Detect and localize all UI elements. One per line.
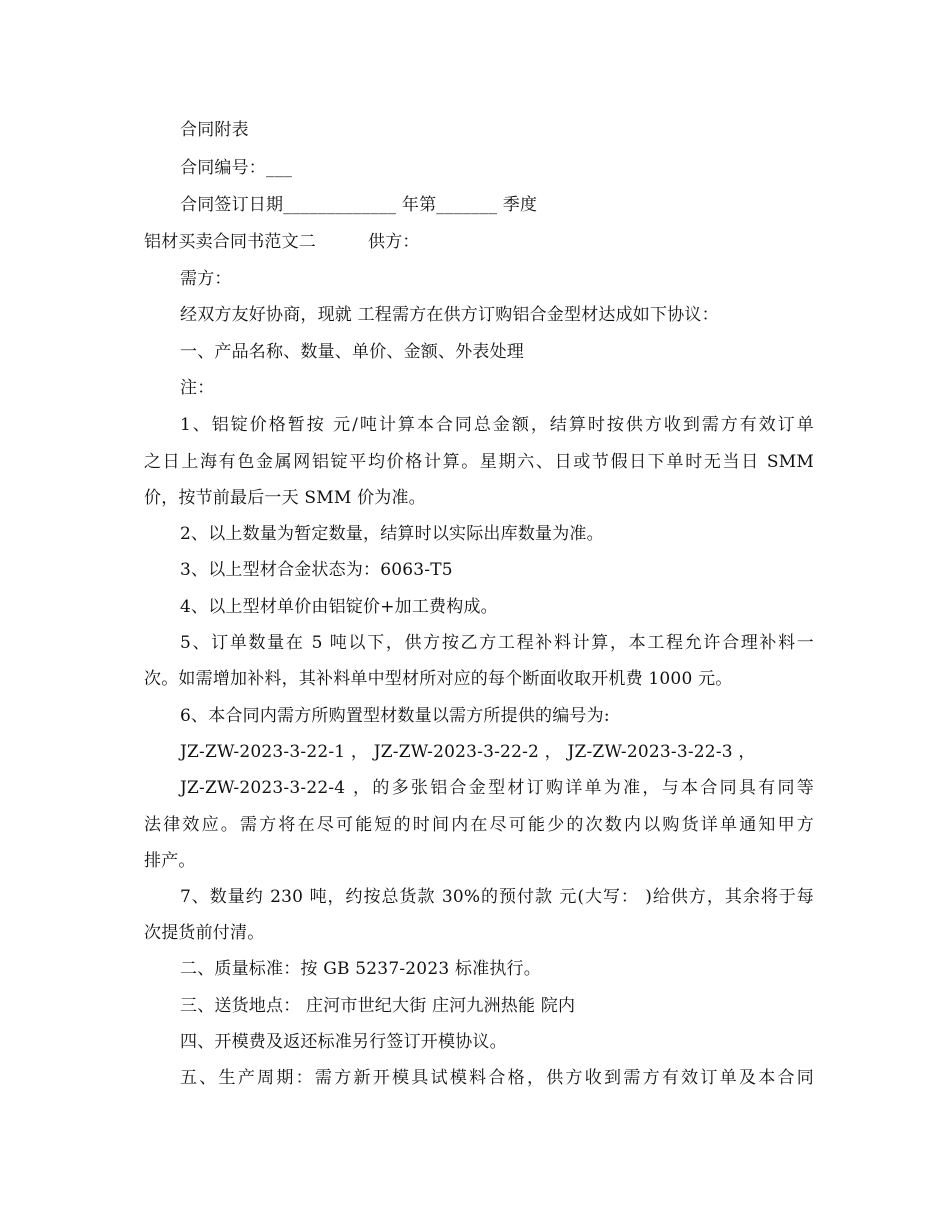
item-1-line-3: 价，按节前最后一天 SMM 价为准。 bbox=[144, 488, 426, 508]
item-6-line-5: 排产。 bbox=[144, 851, 196, 871]
note-label: 注： bbox=[180, 378, 215, 398]
item-6-order-numbers: JZ-ZW-2023-3-22-1 ， JZ-ZW-2023-3-22-2 ， JZ-ZW-2023-3-22-3 ， bbox=[180, 742, 756, 762]
item-6-line-4: 法律效应。需方将在尽可能短的时间内在尽可能少的次数内以购货详单通知甲方 bbox=[144, 815, 814, 835]
section-2-quality: 二、质量标准：按 GB 5237-2023 标准执行。 bbox=[180, 959, 541, 979]
section-3-delivery: 三、送货地点： 庄河市世纪大街 庄河九洲热能 院内 bbox=[180, 996, 576, 1016]
section-4-mold-fee: 四、开模费及返还标准另行签订开模协议。 bbox=[180, 1032, 507, 1052]
item-7-line-1: 7、数量约 230 吨，约按总货款 30%的预付款 元(大写： )给供方，其余将于每 bbox=[180, 887, 814, 907]
section-5-production-cycle: 五、生产周期：需方新开模具试模料合格，供方收到需方有效订单及本合同 bbox=[180, 1068, 814, 1088]
item-4: 4、以上型材单价由铝锭价+加工费构成。 bbox=[180, 597, 498, 617]
item-7-line-2: 次提货前付清。 bbox=[144, 923, 265, 943]
item-3: 3、以上型材合金状态为：6063-T5 bbox=[180, 560, 453, 580]
item-1-line-2: 之日上海有色金属网铝锭平均价格计算。星期六、日或节假日下单时无当日 SMM bbox=[144, 452, 814, 472]
item-6-line-3: JZ-ZW-2023-3-22-4 ，的多张铝合金型材订购详单为准，与本合同具有同等 bbox=[180, 778, 814, 798]
intro-paragraph: 经双方友好协商，现就 工程需方在供方订购铝合金型材达成如下协议： bbox=[180, 305, 719, 325]
item-5-line-1: 5、订单数量在 5 吨以下，供方按乙方工程补料计算，本工程允许合理补料一 bbox=[180, 633, 814, 653]
buyer-label: 需方： bbox=[180, 269, 232, 289]
document-title: 铝材买卖合同书范文二 bbox=[144, 232, 316, 252]
title-row bbox=[144, 231, 814, 253]
contract-number: 合同编号：___ bbox=[180, 158, 293, 178]
item-1-line-1: 1、铝锭价格暂按 元/吨计算本合同总金额，结算时按供方收到需方有效订单 bbox=[180, 415, 814, 435]
item-5-line-2: 次。如需增加补料，其补料单中型材所对应的每个断面收取开机费 1000 元。 bbox=[144, 669, 733, 689]
appendix-title: 合同附表 bbox=[180, 120, 249, 140]
supplier-label: 供方： bbox=[368, 232, 420, 252]
item-2: 2、以上数量为暂定数量，结算时以实际出库数量为准。 bbox=[180, 524, 604, 544]
sign-date: 合同签订日期_____________ 年第_______ 季度 bbox=[180, 195, 538, 215]
item-6-line-1: 6、本合同内需方所购置型材数量以需方所提供的编号为: bbox=[180, 706, 610, 726]
section-1-heading: 一、产品名称、数量、单价、金额、外表处理 bbox=[180, 342, 524, 362]
